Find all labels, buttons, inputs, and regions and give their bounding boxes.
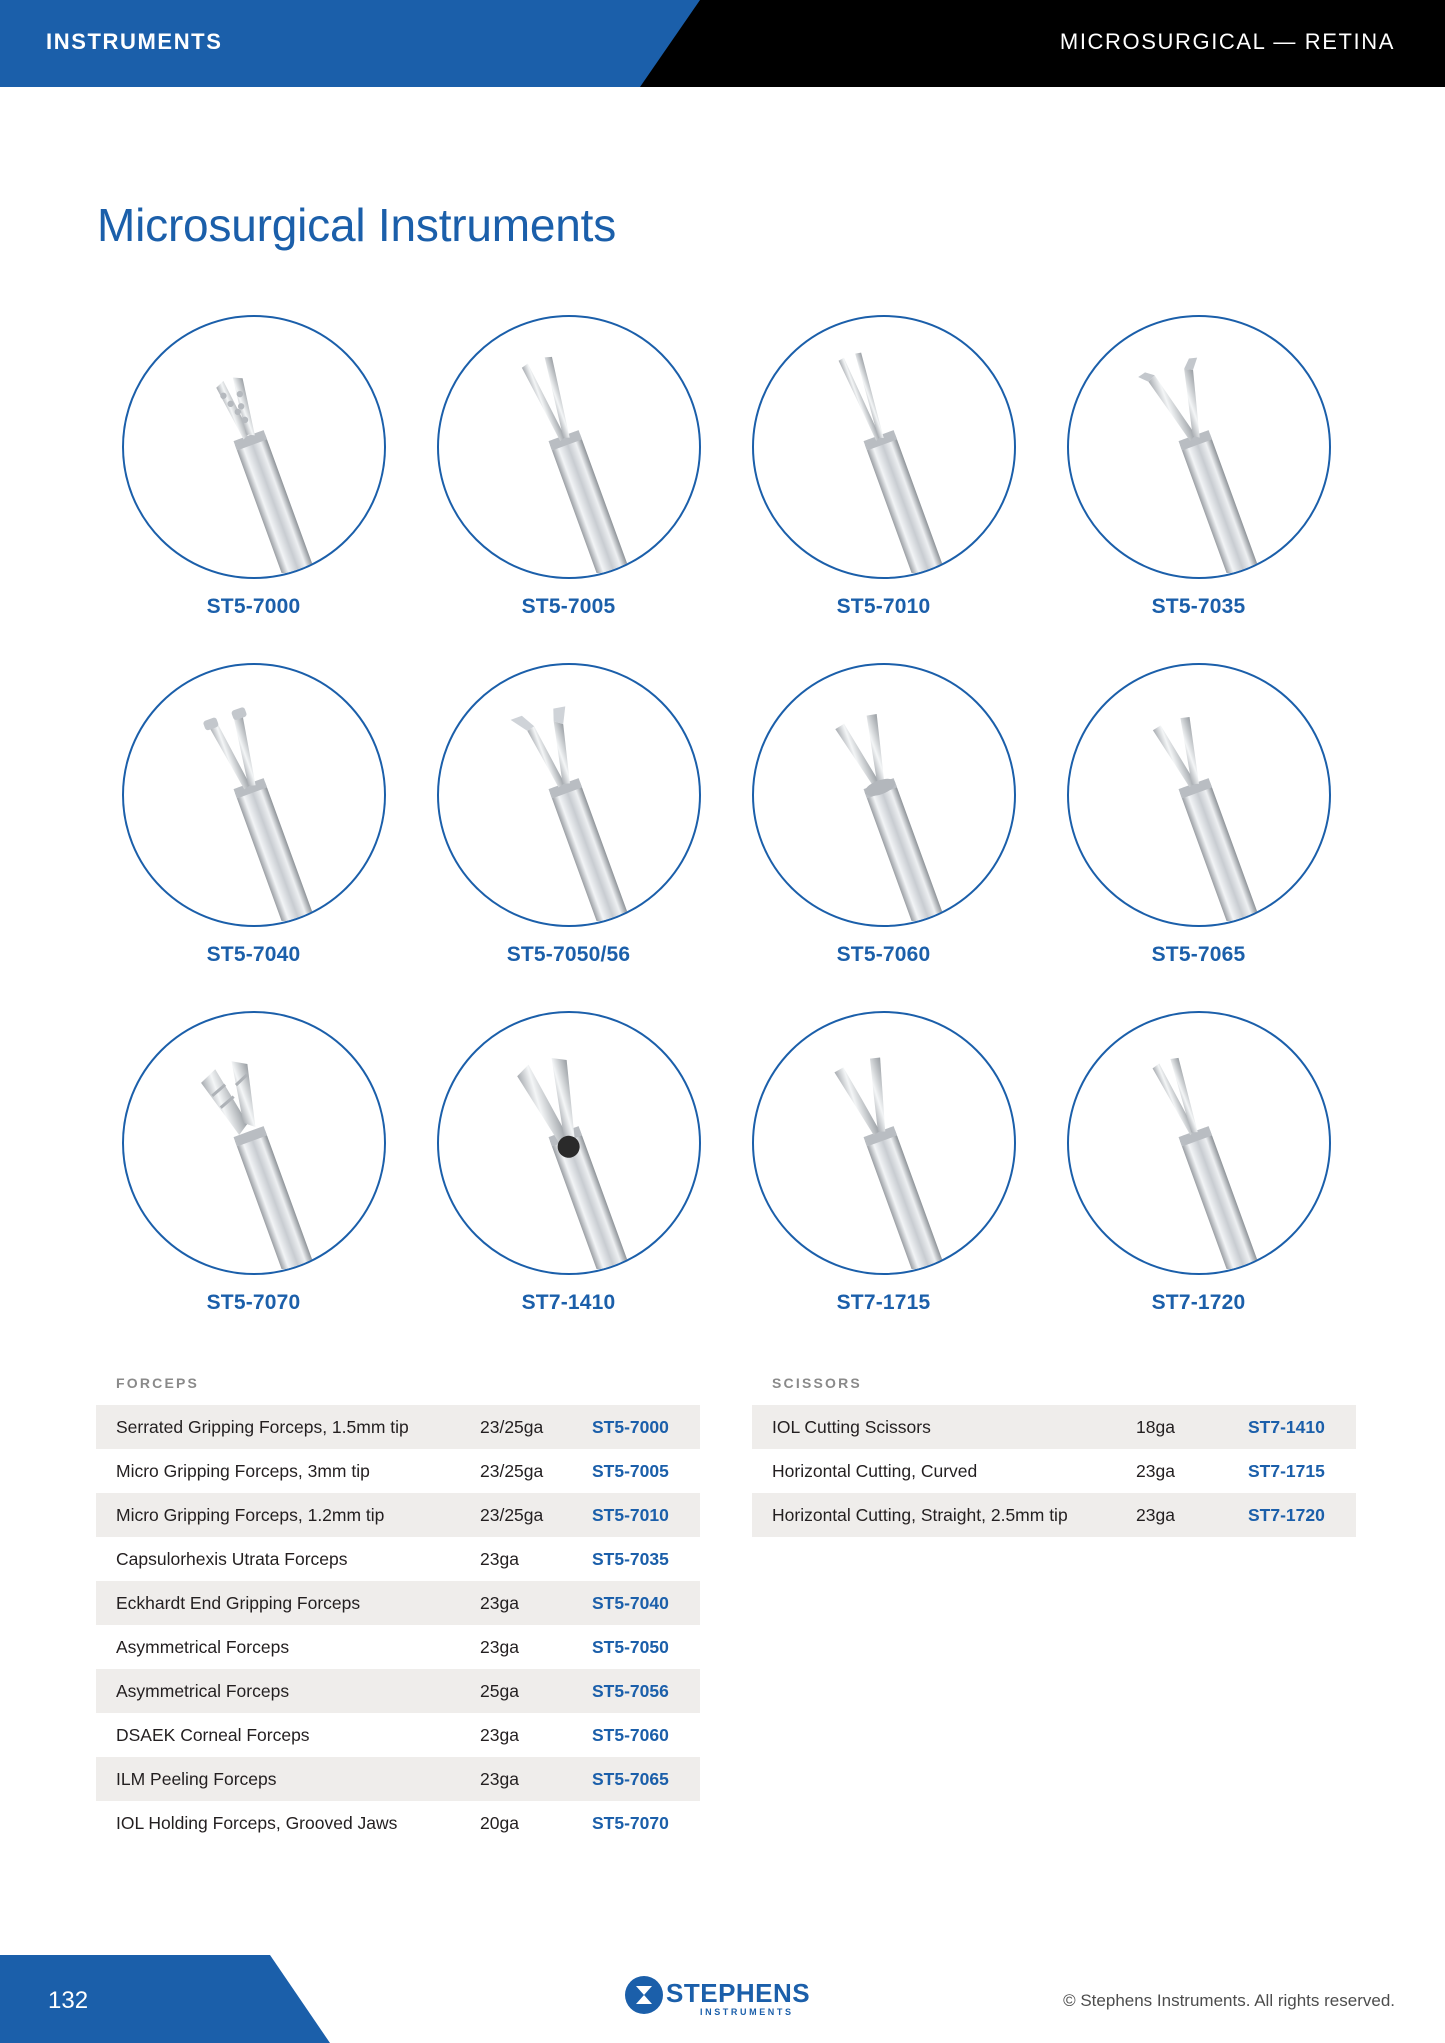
- header-section-label: INSTRUMENTS: [46, 29, 223, 54]
- row-gauge: 23/25ga: [480, 1493, 592, 1537]
- row-gauge: 23ga: [480, 1713, 592, 1757]
- header-category-label: MICROSURGICAL — RETINA: [1059, 29, 1395, 54]
- forceps-micro-gripping-1-2mm-icon: [752, 315, 1016, 579]
- row-code: ST5-7035: [592, 1537, 700, 1581]
- product-cell[interactable]: [411, 305, 726, 653]
- table-row: [96, 1405, 700, 1449]
- row-gauge: 20ga: [480, 1801, 592, 1845]
- row-description: Horizontal Cutting, Straight, 2.5mm tip: [752, 1493, 1136, 1537]
- product-cell[interactable]: [726, 305, 1041, 653]
- forceps-eckhardt-end-gripping-icon: [122, 663, 386, 927]
- table-row: [96, 1449, 700, 1493]
- table-row: [96, 1801, 700, 1845]
- scissors-table-block: [752, 1375, 1356, 1845]
- product-cell[interactable]: [726, 1001, 1041, 1349]
- product-code-label: ST5-7035: [1151, 595, 1246, 618]
- forceps-serrated-gripping-icon: [122, 315, 386, 579]
- table-row: [96, 1581, 700, 1625]
- product-grid-row: [96, 653, 1356, 1001]
- row-gauge: 23ga: [480, 1581, 592, 1625]
- product-code-label: ST5-7065: [1151, 943, 1246, 966]
- scissors-iol-cutting-icon: [437, 1011, 701, 1275]
- forceps-dsaek-corneal-icon: [752, 663, 1016, 927]
- specification-tables: [96, 1375, 1356, 1845]
- product-cell[interactable]: [1041, 653, 1356, 1001]
- forceps-asymmetrical-icon: [437, 663, 701, 927]
- forceps-table-block: [96, 1375, 700, 1845]
- row-description: IOL Cutting Scissors: [752, 1405, 1136, 1449]
- scissors-horizontal-cutting-straight-icon: [1067, 1011, 1331, 1275]
- row-code: ST5-7005: [592, 1449, 700, 1493]
- row-gauge: 25ga: [480, 1669, 592, 1713]
- product-cell[interactable]: [726, 653, 1041, 1001]
- row-gauge: 23ga: [480, 1625, 592, 1669]
- row-description: Micro Gripping Forceps, 1.2mm tip: [96, 1493, 480, 1537]
- product-grid: [96, 305, 1356, 1349]
- product-code-label: ST5-7005: [521, 595, 616, 618]
- svg-text:STEPHENS: STEPHENS: [665, 1978, 810, 2008]
- table-row: [752, 1405, 1356, 1449]
- forceps-table: [96, 1405, 700, 1845]
- product-code-label: ST7-1720: [1151, 1291, 1246, 1314]
- forceps-iol-holding-grooved-jaws-icon: [122, 1011, 386, 1275]
- table-row: [96, 1757, 700, 1801]
- product-code-label: ST7-1410: [521, 1291, 616, 1314]
- product-code-label: ST5-7040: [206, 943, 301, 966]
- product-cell[interactable]: [96, 1001, 411, 1349]
- page-footer: [0, 1955, 1445, 2043]
- row-code: ST7-1410: [1248, 1405, 1356, 1449]
- row-description: ILM Peeling Forceps: [96, 1757, 480, 1801]
- product-cell[interactable]: [411, 1001, 726, 1349]
- svg-text:INSTRUMENTS: INSTRUMENTS: [699, 2007, 794, 2017]
- table-row: [752, 1449, 1356, 1493]
- forceps-micro-gripping-3mm-icon: [437, 315, 701, 579]
- row-code: ST5-7050: [592, 1625, 700, 1669]
- row-code: ST5-7000: [592, 1405, 700, 1449]
- product-cell[interactable]: [1041, 1001, 1356, 1349]
- product-cell[interactable]: [1041, 305, 1356, 653]
- row-gauge: 23ga: [1136, 1493, 1248, 1537]
- product-code-label: ST5-7000: [206, 595, 301, 618]
- table-row: [96, 1537, 700, 1581]
- product-code-label: ST7-1715: [836, 1291, 931, 1314]
- row-description: Eckhardt End Gripping Forceps: [96, 1581, 480, 1625]
- row-description: IOL Holding Forceps, Grooved Jaws: [96, 1801, 480, 1845]
- row-code: ST5-7060: [592, 1713, 700, 1757]
- product-code-label: ST5-7010: [836, 595, 931, 618]
- row-code: ST5-7065: [592, 1757, 700, 1801]
- page-title: Microsurgical Instruments: [97, 199, 617, 251]
- row-code: ST5-7040: [592, 1581, 700, 1625]
- product-grid-row: [96, 305, 1356, 653]
- row-code: ST5-7010: [592, 1493, 700, 1537]
- row-description: Asymmetrical Forceps: [96, 1625, 480, 1669]
- table-row: [96, 1493, 700, 1537]
- table-row: [752, 1493, 1356, 1537]
- stephens-instruments-logo: [618, 1969, 828, 2025]
- page-number: 132: [48, 1987, 89, 2014]
- product-cell[interactable]: [96, 653, 411, 1001]
- row-description: Micro Gripping Forceps, 3mm tip: [96, 1449, 480, 1493]
- product-code-label: ST5-7070: [206, 1291, 301, 1314]
- row-gauge: 18ga: [1136, 1405, 1248, 1449]
- forceps-table-heading: FORCEPS: [116, 1375, 200, 1391]
- row-code: ST7-1715: [1248, 1449, 1356, 1493]
- table-row: [96, 1713, 700, 1757]
- row-gauge: 23/25ga: [480, 1405, 592, 1449]
- product-cell[interactable]: [96, 305, 411, 653]
- table-row: [96, 1669, 700, 1713]
- row-gauge: 23ga: [1136, 1449, 1248, 1493]
- table-row: [96, 1625, 700, 1669]
- row-description: Capsulorhexis Utrata Forceps: [96, 1537, 480, 1581]
- product-code-label: ST5-7060: [836, 943, 931, 966]
- row-gauge: 23ga: [480, 1537, 592, 1581]
- product-cell[interactable]: [411, 653, 726, 1001]
- forceps-ilm-peeling-icon: [1067, 663, 1331, 927]
- row-description: Asymmetrical Forceps: [96, 1669, 480, 1713]
- row-description: Serrated Gripping Forceps, 1.5mm tip: [96, 1405, 480, 1449]
- row-code: ST7-1720: [1248, 1493, 1356, 1537]
- scissors-table: [752, 1405, 1356, 1537]
- copyright-text: © Stephens Instruments. All rights reserved.: [1063, 1991, 1395, 2010]
- forceps-capsulorhexis-utrata-icon: [1067, 315, 1331, 579]
- row-code: ST5-7070: [592, 1801, 700, 1845]
- row-gauge: 23/25ga: [480, 1449, 592, 1493]
- row-description: DSAEK Corneal Forceps: [96, 1713, 480, 1757]
- row-code: ST5-7056: [592, 1669, 700, 1713]
- product-grid-row: [96, 1001, 1356, 1349]
- row-description: Horizontal Cutting, Curved: [752, 1449, 1136, 1493]
- page-header: [0, 0, 1445, 87]
- product-code-label: ST5-7050/56: [506, 943, 631, 966]
- row-gauge: 23ga: [480, 1757, 592, 1801]
- scissors-horizontal-cutting-curved-icon: [752, 1011, 1016, 1275]
- scissors-table-heading: SCISSORS: [772, 1375, 862, 1391]
